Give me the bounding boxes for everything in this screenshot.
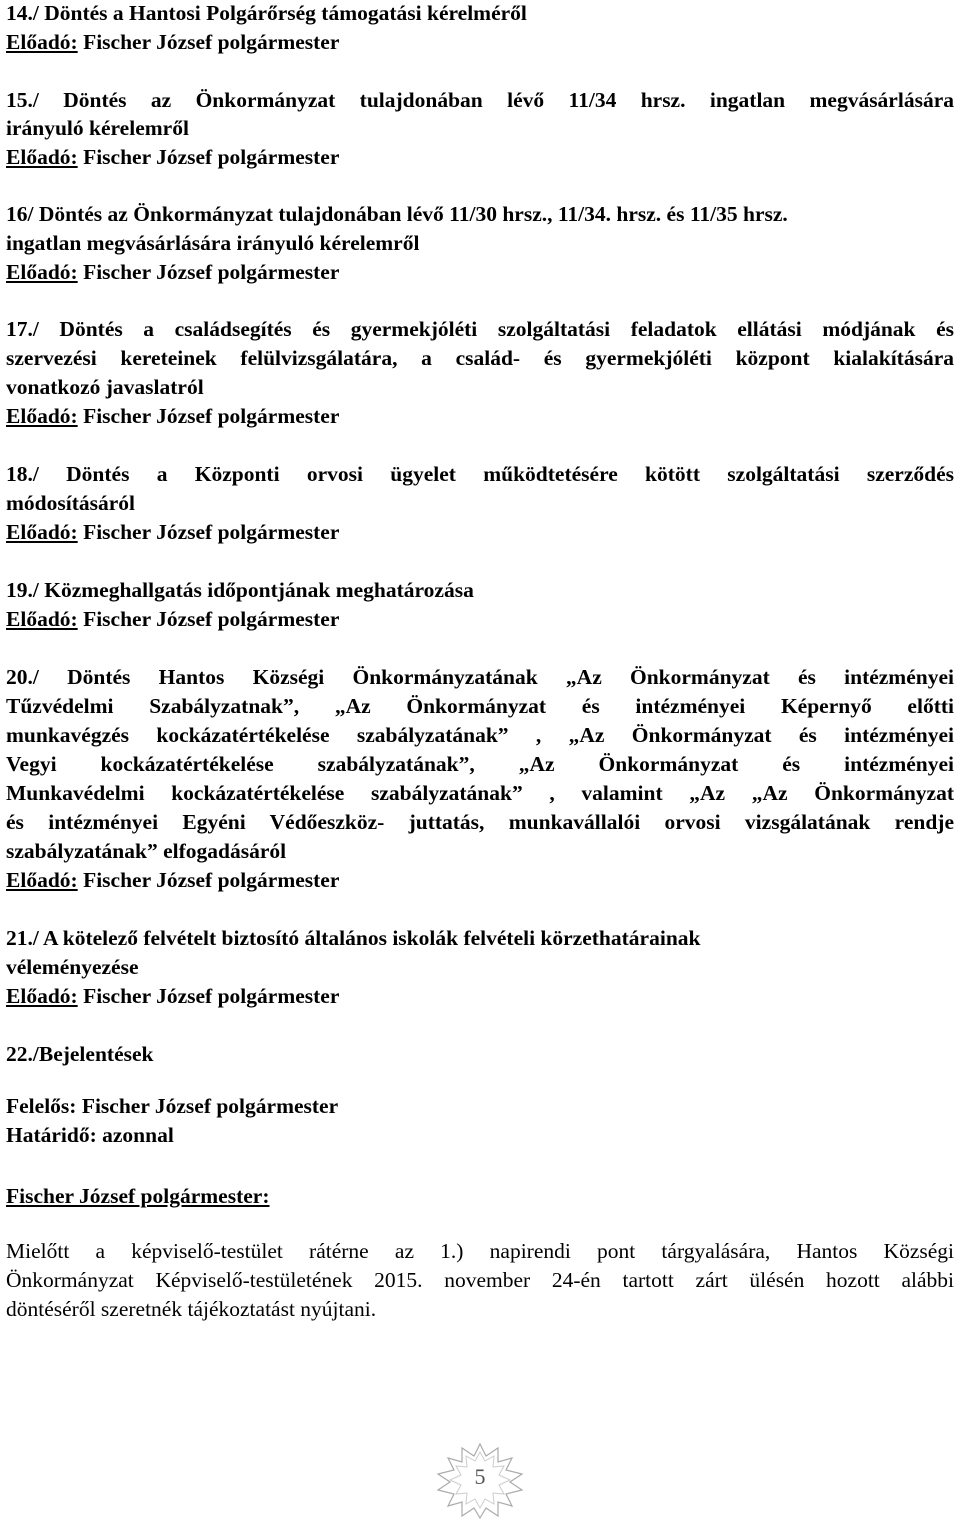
presenter-label: Előadó: [6,145,78,169]
presenter-name: Fischer József polgármester [83,868,340,892]
agenda-item-20-line4: Vegyi kockázatértékelése szabályzatának”, „Az Önkormányzat és intézményei [6,752,954,776]
presenter-name: Fischer József polgármester [83,404,340,428]
agenda-item-17-line1: 17./ Döntés a családsegítés és gyermekjóléti szolgáltatási feladatok ellátási módjának és [6,317,954,341]
agenda-item-16-line1: 16/ Döntés az Önkormányzat tulajdonában lévő 11/30 hrsz., 11/34. hrsz. és 11/35 hrsz. [6,202,788,226]
deadline-line: Határidő: azonnal [6,1123,174,1147]
agenda-item-20-line5: Munkavédelmi kockázatértékelése szabályzatának” , valamint „Az „Az Önkormányzat [6,781,954,805]
agenda-item-20-presenter [6,867,954,893]
agenda-item-20-line6: és intézményei Egyéni Védőeszköz- juttatás, munkavállalói orvosi vizsgálatának rendje [6,810,954,834]
presenter-label: Előadó: [6,520,78,544]
presenter-name: Fischer József polgármester [83,984,340,1008]
agenda-item-17-presenter [6,403,954,429]
agenda-item-15-presenter [6,144,954,170]
agenda-item-14-presenter [6,29,954,55]
agenda-item-21-presenter [6,983,954,1009]
presenter-name: Fischer József polgármester [83,607,340,631]
presenter-label: Előadó: [6,404,78,428]
responsible-line: Felelős: Fischer József polgármester [6,1094,339,1118]
agenda-item-17-line2: szervezési kereteinek felülvizsgálatára, a család- és gyermekjóléti központ kialakítására [6,346,954,370]
closing-line3: döntéséről szeretnék tájékoztatást nyújtani. [6,1297,377,1321]
page-number-badge [430,1440,530,1520]
agenda-item-22-title: 22./Bejelentések [6,1042,154,1066]
presenter-label: Előadó: [6,260,78,284]
presenter-name: Fischer József polgármester [83,520,340,544]
agenda-item-14-title: 14./ Döntés a Hantosi Polgárőrség támogatási kérelméről [6,1,527,25]
closing-line1: Mielőtt a képviselő-testület rátérne az 1.) napirendi pont tárgyalására, Hantos Községi [6,1239,954,1263]
presenter-label: Előadó: [6,607,78,631]
agenda-item-18-line1: 18./ Döntés a Központi orvosi ügyelet működtetésére kötött szolgáltatási szerződés [6,462,954,486]
agenda-item-20-line3: munkavégzés kockázatértékelése szabályzatának” , „Az Önkormányzat és intézményei [6,723,954,747]
agenda-item-19-title: 19./ Közmeghallgatás időpontjának meghatározása [6,578,474,602]
presenter-label: Előadó: [6,984,78,1008]
presenter-label: Előadó: [6,868,78,892]
presenter-name: Fischer József polgármester [83,145,340,169]
agenda-item-18-presenter [6,519,954,545]
agenda-item-15-line1: 15./ Döntés az Önkormányzat tulajdonában lévő 11/34 hrsz. ingatlan megvásárlására [6,88,954,112]
agenda-item-16-presenter [6,259,954,285]
closing-line2: Önkormányzat Képviselő-testületének 2015. november 24-én tartott zárt ülésén hozott alábbi [6,1268,954,1292]
agenda-item-16-line2: ingatlan megvásárlására irányuló kérelemről [6,231,420,255]
agenda-item-21-line2: véleményezése [6,955,139,979]
agenda-item-18-line2: módosításáról [6,491,135,515]
presenter-name: Fischer József polgármester [83,260,340,284]
agenda-item-20-line7: szabályzatának” elfogadásáról [6,839,287,863]
agenda-item-20-line1: 20./ Döntés Hantos Községi Önkormányzatának „Az Önkormányzat és intézményei [6,665,954,689]
speaker-heading: Fischer József polgármester: [6,1184,270,1208]
agenda-item-15-line2: irányuló kérelemről [6,116,189,140]
agenda-item-21-line1: 21./ A kötelező felvételt biztosító általános iskolák felvételi körzethatárainak [6,926,701,950]
agenda-item-19-presenter [6,606,954,632]
page-number: 5 [474,1464,486,1489]
agenda-item-17-line3: vonatkozó javaslatról [6,375,204,399]
presenter-name: Fischer József polgármester [83,30,340,54]
agenda-item-20-line2: Tűzvédelmi Szabályzatnak”, „Az Önkormányzat és intézményei Képernyő előtti [6,694,954,718]
presenter-label: Előadó: [6,30,78,54]
